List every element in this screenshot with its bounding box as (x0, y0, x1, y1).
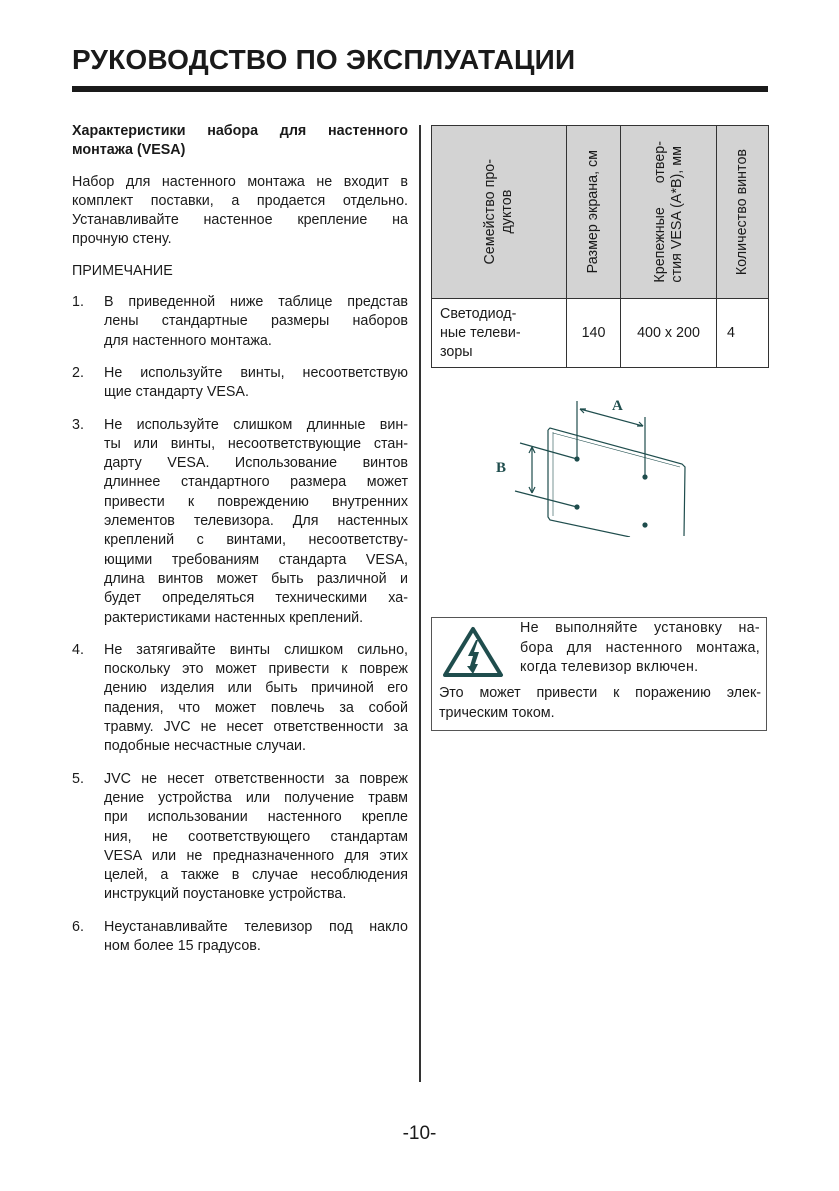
header-text: Крепежные отвер- (651, 141, 668, 283)
text-line: дение устройства или получение травм (104, 789, 408, 806)
header-text: Семейство про- (482, 159, 498, 265)
text-line: Набор для настенного монтажа не входит в (72, 173, 408, 190)
text-line: В приведенной ниже таблице представ (104, 294, 408, 311)
left-column (72, 122, 408, 969)
text-line: инструкций поустановке устройства. (104, 886, 347, 903)
warning-line: Не выполняйте установку на- (520, 620, 760, 636)
text-line: ния, не соответствующего стандартам (104, 828, 408, 845)
note-list (72, 293, 408, 956)
text-line: ты или винты, несоответствующие стан- (104, 435, 408, 452)
header-text: стия VESA (A*B), мм (668, 146, 685, 283)
warning-main-text (520, 619, 760, 678)
column-divider (419, 125, 421, 1082)
cell-text: Светодиод- (440, 305, 517, 322)
vesa-diagram (496, 392, 695, 542)
header-screws (717, 126, 769, 299)
header-text: Количество винтов (734, 148, 750, 276)
header-vesa (621, 126, 717, 299)
note-number: 1. (72, 294, 84, 311)
text-line: Не затягивайте винты слишком сильно, (104, 641, 408, 658)
note-item (72, 918, 408, 957)
cell-vesa: 400 x 200 (621, 299, 717, 368)
text-line: целей, а также в случае несоблюдения (104, 867, 408, 884)
cell-family (432, 299, 567, 368)
dimension-label-b: B (496, 460, 507, 476)
title-rule (72, 86, 768, 92)
note-number: 6. (72, 918, 84, 935)
header-size (567, 126, 621, 299)
note-item (72, 293, 408, 351)
header-text: Размер экрана, см (585, 150, 601, 274)
cell-size: 140 (567, 299, 621, 368)
vesa-table (431, 125, 769, 368)
text-line: длиннее стандартного размера может (104, 474, 408, 491)
text-line: JVC не несет ответственности за повреж (104, 770, 408, 787)
note-number: 3. (72, 416, 84, 433)
note-number: 5. (72, 770, 84, 787)
text-line: ном более 15 градусов. (104, 937, 261, 954)
heading-line: Характеристики набора для настенного (72, 123, 408, 139)
text-line: креплений с винтами, несоответству- (104, 532, 408, 549)
text-line: комплект поставки, а продается отдельно. (72, 192, 408, 209)
table-row (432, 299, 769, 368)
table-header-row (432, 126, 769, 299)
text-line: дению изделия или быть причиной его (104, 680, 408, 697)
text-line: ющими требованиям стандарта VESA, (104, 551, 408, 568)
text-line: привести к повреждению внутренних (104, 493, 408, 510)
text-line: лены стандартные размеры наборов (104, 313, 408, 330)
note-item (72, 364, 408, 403)
dimension-label-a: A (612, 398, 623, 414)
electric-shock-warning-icon (442, 626, 504, 685)
header-family (432, 126, 567, 299)
text-line: VESA или не предназначенного для этих (104, 847, 408, 864)
header-text: дуктов (499, 190, 515, 234)
text-line: травму. JVC не несет ответственности за (104, 719, 408, 736)
cell-screws: 4 (717, 299, 769, 368)
cell-text: ные телеви- (440, 324, 521, 341)
note-number: 2. (72, 364, 84, 381)
text-line: для настенного монтажа. (104, 332, 272, 349)
text-line: будет определяться техническими ха- (104, 590, 408, 607)
warning-line: Это может привести к поражению элек- (439, 685, 761, 701)
note-item (72, 770, 408, 905)
text-line: длина винтов может быть различной и (104, 570, 408, 587)
text-line: поскольку это может привести к повреж (104, 661, 408, 678)
note-label: ПРИМЕЧАНИЕ (72, 262, 173, 279)
section-heading (72, 122, 408, 161)
text-line: дарту VESA. Использование винтов (104, 455, 408, 472)
text-line: прочную стену. (72, 231, 172, 248)
text-line: при использовании настенного крепле (104, 809, 408, 826)
note-item (72, 416, 408, 628)
text-line: рактеристиками настенных креплений. (104, 609, 364, 626)
intro-paragraph (72, 173, 408, 250)
text-line: элементов телевизора. Для настенных (104, 513, 408, 530)
text-line: Не используйте винты, несоответствую (104, 364, 408, 381)
text-line: Устанавливайте настенное крепление на (72, 212, 408, 229)
warning-sub-text (439, 684, 761, 723)
text-line: подобные несчастные случаи. (104, 738, 306, 755)
warning-line: когда телевизор включен. (520, 659, 699, 675)
warning-line: трическим током. (439, 704, 555, 721)
warning-line: бора для настенного монтажа, (520, 639, 760, 656)
warning-box (431, 617, 767, 731)
cell-text: зоры (440, 343, 473, 360)
note-number: 4. (72, 641, 84, 658)
text-line: щие стандарту VESA. (104, 384, 249, 401)
heading-line: монтажа (VESA) (72, 142, 186, 159)
note-item (72, 641, 408, 757)
page-number: -10- (402, 1123, 437, 1144)
text-line: Неустанавливайте телевизор под накло (104, 918, 408, 935)
page-title: РУКОВОДСТВО ПО ЭКСПЛУАТАЦИИ (72, 44, 576, 75)
text-line: падения, что может повлечь за собой (104, 699, 408, 716)
text-line: Не используйте слишком длинные вин- (104, 416, 408, 433)
